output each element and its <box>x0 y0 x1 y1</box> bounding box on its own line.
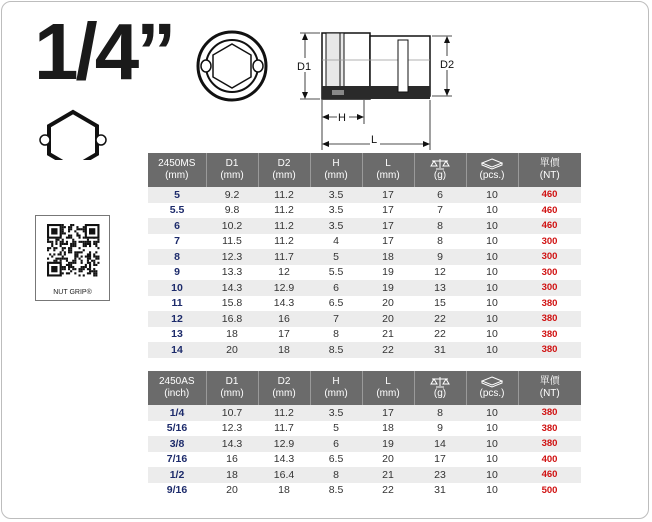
cell-d1: 9.8 <box>206 203 258 219</box>
cell-price: 400 <box>518 452 581 468</box>
cell-h: 5.5 <box>310 265 362 281</box>
table-header-row <box>148 153 581 187</box>
cell-size: 10 <box>148 280 206 296</box>
cell-l: 17 <box>362 203 414 219</box>
cell-d2: 18 <box>258 483 310 499</box>
cell-pcs: 10 <box>466 452 518 468</box>
cell-d1: 20 <box>206 342 258 358</box>
cell-l: 20 <box>362 296 414 312</box>
cell-l: 20 <box>362 452 414 468</box>
cell-l: 20 <box>362 311 414 327</box>
cell-size: 1/2 <box>148 467 206 483</box>
cell-h: 8 <box>310 327 362 343</box>
col-weight: (g) <box>414 153 466 187</box>
cell-l: 19 <box>362 436 414 452</box>
cell-g: 23 <box>414 467 466 483</box>
cell-d1: 12.3 <box>206 421 258 437</box>
table-row <box>148 452 581 468</box>
cell-d2: 18 <box>258 342 310 358</box>
col-d1: D1 (mm) <box>206 153 258 187</box>
d1-dimension <box>296 33 320 99</box>
cell-pcs: 10 <box>466 265 518 281</box>
spec-table-metric <box>148 153 581 358</box>
cell-price: 380 <box>518 327 581 343</box>
cell-h: 6 <box>310 280 362 296</box>
scale-icon <box>430 376 450 388</box>
cell-g: 8 <box>414 218 466 234</box>
cell-pcs: 10 <box>466 187 518 203</box>
table-row <box>148 405 581 421</box>
cell-size: 5 <box>148 187 206 203</box>
cell-d2: 17 <box>258 327 310 343</box>
cell-h: 6 <box>310 436 362 452</box>
cell-price: 460 <box>518 187 581 203</box>
cell-d2: 16 <box>258 311 310 327</box>
cell-price: 380 <box>518 296 581 312</box>
cell-d1: 20 <box>206 483 258 499</box>
cell-h: 6.5 <box>310 452 362 468</box>
socket-side-view <box>322 33 430 99</box>
cell-h: 8.5 <box>310 342 362 358</box>
cell-pcs: 10 <box>466 327 518 343</box>
cell-l: 22 <box>362 342 414 358</box>
cell-g: 15 <box>414 296 466 312</box>
cell-pcs: 10 <box>466 436 518 452</box>
cell-l: 17 <box>362 218 414 234</box>
cell-pcs: 10 <box>466 296 518 312</box>
table-row <box>148 311 581 327</box>
cell-h: 3.5 <box>310 203 362 219</box>
cell-price: 300 <box>518 234 581 250</box>
cell-size: 14 <box>148 342 206 358</box>
cell-price: 380 <box>518 421 581 437</box>
cell-d1: 15.8 <box>206 296 258 312</box>
d2-label: D2 <box>440 59 455 71</box>
cell-size: 7 <box>148 234 206 250</box>
cell-size: 13 <box>148 327 206 343</box>
cell-l: 17 <box>362 405 414 421</box>
d2-dimension <box>432 36 455 96</box>
cell-g: 8 <box>414 234 466 250</box>
cell-pcs: 10 <box>466 405 518 421</box>
cell-l: 21 <box>362 327 414 343</box>
cell-g: 31 <box>414 342 466 358</box>
table-row <box>148 234 581 250</box>
cell-size: 11 <box>148 296 206 312</box>
table-row <box>148 421 581 437</box>
cell-size: 7/16 <box>148 452 206 468</box>
cell-price: 460 <box>518 218 581 234</box>
cell-pcs: 10 <box>466 483 518 499</box>
table-row <box>148 296 581 312</box>
col-d1: D1 (mm) <box>206 371 258 405</box>
table-row <box>148 249 581 265</box>
table-row <box>148 203 581 219</box>
table-row <box>148 327 581 343</box>
col-h: H (mm) <box>310 371 362 405</box>
table-row <box>148 467 581 483</box>
cell-l: 22 <box>362 483 414 499</box>
cell-d1: 13.3 <box>206 265 258 281</box>
cell-size: 8 <box>148 249 206 265</box>
cell-g: 12 <box>414 265 466 281</box>
box-icon <box>481 158 503 170</box>
d1-label: D1 <box>297 61 312 73</box>
col-d2: D2 (mm) <box>258 153 310 187</box>
cell-d1: 12.3 <box>206 249 258 265</box>
cell-d2: 12.9 <box>258 280 310 296</box>
cell-g: 22 <box>414 327 466 343</box>
l-dimension <box>322 100 430 150</box>
h-label: H <box>338 112 346 124</box>
cell-d2: 16.4 <box>258 467 310 483</box>
cell-price: 380 <box>518 311 581 327</box>
table-row <box>148 187 581 203</box>
cell-h: 5 <box>310 249 362 265</box>
col-h: H (mm) <box>310 153 362 187</box>
cell-g: 13 <box>414 280 466 296</box>
cell-g: 6 <box>414 187 466 203</box>
cell-l: 17 <box>362 234 414 250</box>
cell-price: 460 <box>518 467 581 483</box>
cell-size: 5.5 <box>148 203 206 219</box>
cell-l: 21 <box>362 467 414 483</box>
l-label: L <box>371 134 378 146</box>
cell-pcs: 10 <box>466 421 518 437</box>
cell-d1: 16.8 <box>206 311 258 327</box>
cell-l: 19 <box>362 280 414 296</box>
table-row <box>148 483 581 499</box>
cell-g: 9 <box>414 249 466 265</box>
table-row <box>148 436 581 452</box>
cell-h: 7 <box>310 311 362 327</box>
cell-d1: 14.3 <box>206 436 258 452</box>
cell-price: 300 <box>518 280 581 296</box>
col-model: 2450MS (mm) <box>148 153 206 187</box>
hex-socket-icon <box>40 112 106 160</box>
socket-diagram <box>0 0 652 160</box>
cell-d1: 10.2 <box>206 218 258 234</box>
cell-d1: 18 <box>206 467 258 483</box>
cell-h: 5 <box>310 421 362 437</box>
page-title: 1/4” <box>34 7 174 96</box>
cell-d2: 12 <box>258 265 310 281</box>
cell-pcs: 10 <box>466 311 518 327</box>
cell-h: 3.5 <box>310 405 362 421</box>
col-weight: (g) <box>414 371 466 405</box>
cell-d1: 18 <box>206 327 258 343</box>
cell-size: 1/4 <box>148 405 206 421</box>
cell-l: 19 <box>362 265 414 281</box>
cell-price: 380 <box>518 436 581 452</box>
cell-pcs: 10 <box>466 203 518 219</box>
cell-d2: 11.2 <box>258 203 310 219</box>
cell-size: 12 <box>148 311 206 327</box>
cell-d2: 11.2 <box>258 405 310 421</box>
cell-price: 300 <box>518 249 581 265</box>
table-row <box>148 218 581 234</box>
cell-g: 7 <box>414 203 466 219</box>
col-model: 2450AS (inch) <box>148 371 206 405</box>
cell-size: 9 <box>148 265 206 281</box>
col-l: L (mm) <box>362 153 414 187</box>
cell-h: 8.5 <box>310 483 362 499</box>
col-l: L (mm) <box>362 371 414 405</box>
table-row <box>148 342 581 358</box>
cell-size: 6 <box>148 218 206 234</box>
col-d2: D2 (mm) <box>258 371 310 405</box>
col-pcs: (pcs.) <box>466 371 518 405</box>
socket-top-view <box>198 32 266 100</box>
cell-d2: 14.3 <box>258 452 310 468</box>
cell-h: 4 <box>310 234 362 250</box>
cell-h: 3.5 <box>310 187 362 203</box>
cell-price: 380 <box>518 405 581 421</box>
cell-h: 3.5 <box>310 218 362 234</box>
table-row <box>148 280 581 296</box>
cell-pcs: 10 <box>466 342 518 358</box>
cell-h: 8 <box>310 467 362 483</box>
cell-l: 18 <box>362 421 414 437</box>
cell-d2: 11.7 <box>258 421 310 437</box>
qr-label: NUT GRIP® <box>53 289 92 296</box>
cell-pcs: 10 <box>466 467 518 483</box>
cell-g: 22 <box>414 311 466 327</box>
cell-d1: 10.7 <box>206 405 258 421</box>
cell-size: 9/16 <box>148 483 206 499</box>
table-header-row <box>148 371 581 405</box>
cell-d1: 9.2 <box>206 187 258 203</box>
cell-size: 3/8 <box>148 436 206 452</box>
cell-g: 9 <box>414 421 466 437</box>
col-price: 單價 (NT) <box>518 371 581 405</box>
cell-pcs: 10 <box>466 218 518 234</box>
spec-table-inch <box>148 371 581 498</box>
cell-g: 14 <box>414 436 466 452</box>
cell-d1: 11.5 <box>206 234 258 250</box>
cell-d2: 11.2 <box>258 218 310 234</box>
cell-price: 380 <box>518 342 581 358</box>
cell-d1: 16 <box>206 452 258 468</box>
table-row <box>148 265 581 281</box>
col-price: 單價 (NT) <box>518 153 581 187</box>
cell-price: 500 <box>518 483 581 499</box>
cell-l: 17 <box>362 187 414 203</box>
cell-g: 31 <box>414 483 466 499</box>
qr-code-box <box>35 215 110 301</box>
cell-g: 17 <box>414 452 466 468</box>
col-pcs: (pcs.) <box>466 153 518 187</box>
cell-d2: 14.3 <box>258 296 310 312</box>
cell-d2: 11.7 <box>258 249 310 265</box>
cell-d2: 11.2 <box>258 234 310 250</box>
cell-pcs: 10 <box>466 280 518 296</box>
cell-g: 8 <box>414 405 466 421</box>
cell-pcs: 10 <box>466 249 518 265</box>
cell-size: 5/16 <box>148 421 206 437</box>
cell-d2: 11.2 <box>258 187 310 203</box>
cell-d2: 12.9 <box>258 436 310 452</box>
cell-d1: 14.3 <box>206 280 258 296</box>
box-icon <box>481 376 503 388</box>
cell-price: 460 <box>518 203 581 219</box>
cell-price: 300 <box>518 265 581 281</box>
cell-pcs: 10 <box>466 234 518 250</box>
qr-code-icon <box>36 216 109 286</box>
cell-l: 18 <box>362 249 414 265</box>
scale-icon <box>430 158 450 170</box>
cell-h: 6.5 <box>310 296 362 312</box>
